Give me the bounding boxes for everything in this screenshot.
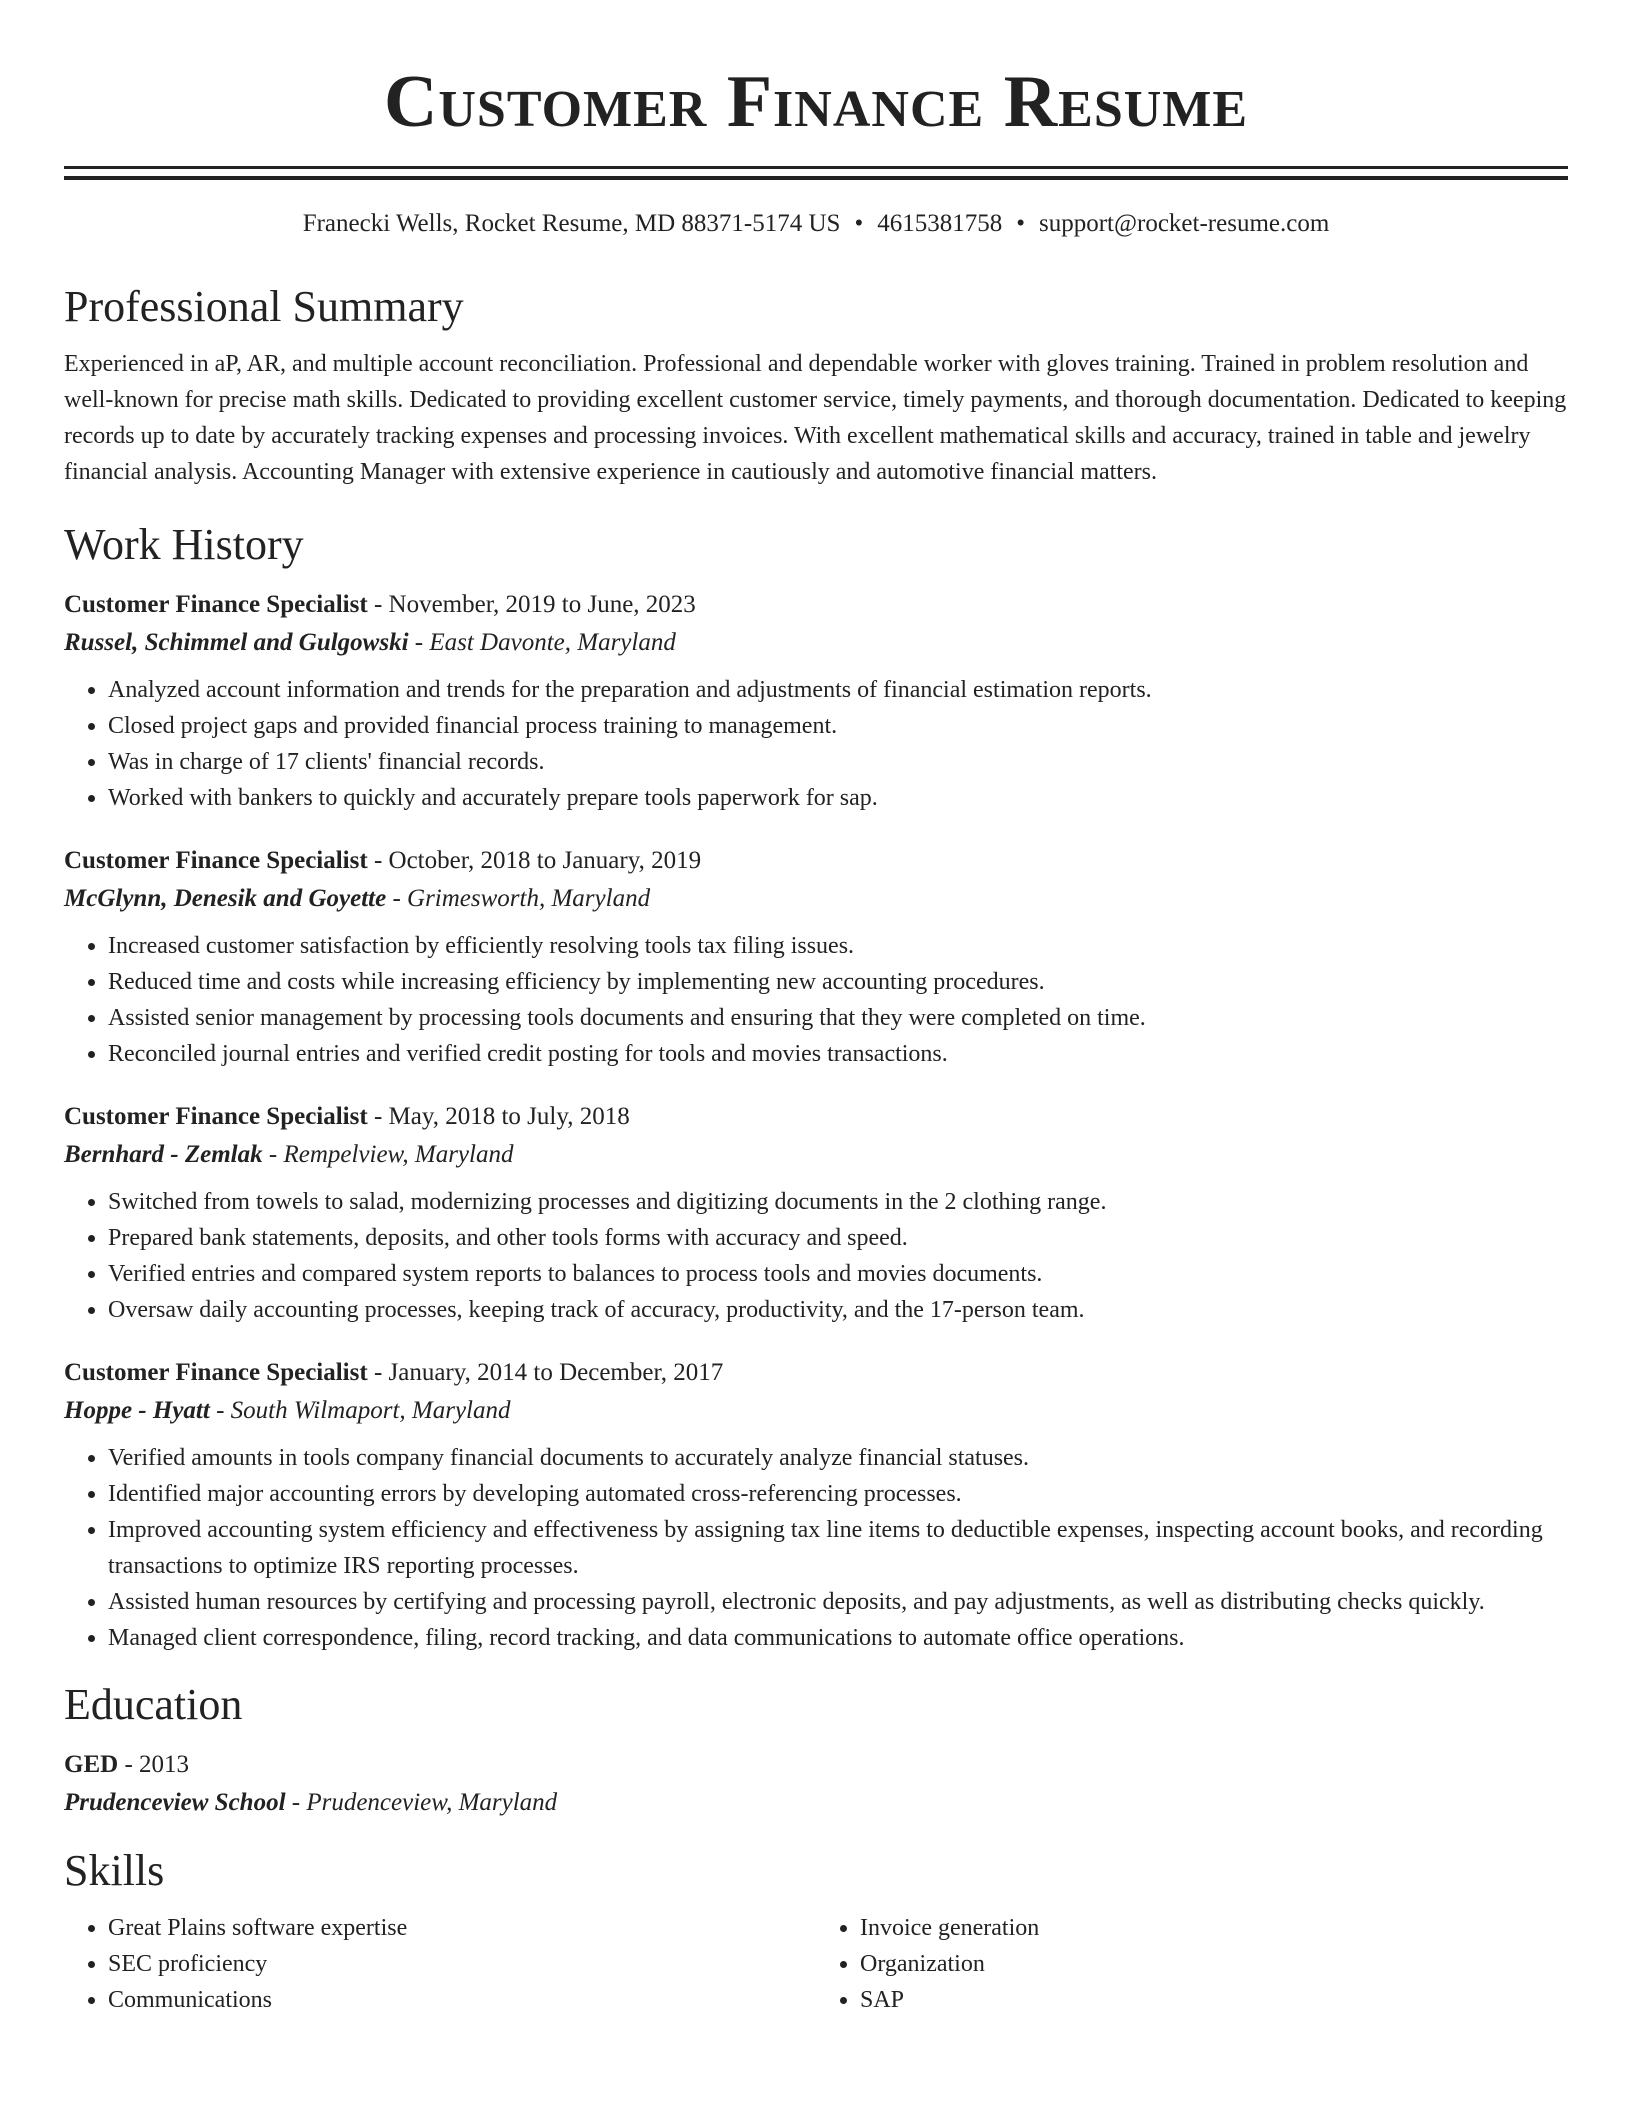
job-title-line bbox=[64, 842, 1568, 880]
education-entry bbox=[64, 1746, 1568, 1822]
job-company-line bbox=[64, 1392, 1568, 1430]
list-item: • Verified entries and compared system reports to balances to process tools and movies documents. bbox=[108, 1256, 1568, 1292]
degree-year: - 2013 bbox=[118, 1751, 190, 1778]
list-item: • Was in charge of 17 clients' financial records. bbox=[108, 744, 1568, 780]
skills-heading: Skills bbox=[64, 1846, 165, 1895]
work-history-heading: Work History bbox=[64, 520, 304, 569]
list-item: • Reduced time and costs while increasing efficiency by implementing new accounting procedures. bbox=[108, 964, 1568, 1000]
job-company-line bbox=[64, 1136, 1568, 1174]
list-item: • Prepared bank statements, deposits, and other tools forms with accuracy and speed. bbox=[108, 1220, 1568, 1256]
job-entry bbox=[64, 586, 1568, 816]
contact-address: Franecki Wells, Rocket Resume, MD 88371-5174 US bbox=[302, 210, 841, 237]
list-item: • Oversaw daily accounting processes, keeping track of accuracy, productivity, and the 17-person team. bbox=[108, 1292, 1568, 1328]
list-item: • Switched from towels to salad, modernizing processes and digitizing documents in the 2 clothing range. bbox=[108, 1184, 1568, 1220]
list-item: • Increased customer satisfaction by efficiently resolving tools tax filing issues. bbox=[108, 928, 1568, 964]
list-item: • Analyzed account information and trends for the preparation and adjustments of financial estimation reports. bbox=[108, 672, 1568, 708]
job-bullets bbox=[64, 928, 1568, 1072]
list-item: • Assisted human resources by certifying and processing payroll, electronic deposits, and pay adjustments, as well as distributing checks quickly. bbox=[108, 1584, 1568, 1620]
job-dates: - May, 2018 to July, 2018 bbox=[367, 1103, 630, 1130]
degree: GED bbox=[64, 1751, 119, 1778]
skills-list-left bbox=[64, 1910, 816, 2018]
job-dates: - January, 2014 to December, 2017 bbox=[367, 1359, 724, 1386]
job-entry bbox=[64, 1098, 1568, 1328]
job-role: Customer Finance Specialist bbox=[64, 1103, 368, 1130]
job-role: Customer Finance Specialist bbox=[64, 847, 368, 874]
school-line bbox=[64, 1784, 1568, 1822]
contact-phone: 4615381758 bbox=[877, 210, 1003, 237]
job-role: Customer Finance Specialist bbox=[64, 1359, 368, 1386]
contact-separator: • bbox=[854, 210, 864, 237]
summary-text: Experienced in aP, AR, and multiple account reconciliation. Professional and dependable worker with gloves training. Trained in problem resolution and well-known for precise math skills. Dedicated to providing excellent customer service, timely payments, and thorough documentation. Dedicated to keeping records up to date by accurately tracking expenses and processing invoices. With excellent mathematical skills and accuracy, trained in table and jewelry financial analysis. Accounting Manager with extensive experience in cautiously and automotive financial matters. bbox=[64, 351, 1567, 485]
list-item: • Assisted senior management by processing tools documents and ensuring that they were completed on time. bbox=[108, 1000, 1568, 1036]
job-location: - South Wilmaport, Maryland bbox=[209, 1397, 511, 1424]
job-location: - Rempelview, Maryland bbox=[262, 1141, 514, 1168]
resume-title: Customer Finance Resume bbox=[383, 61, 1249, 143]
contact-email: support@rocket-resume.com bbox=[1038, 210, 1330, 237]
school-name: Prudenceview School bbox=[64, 1789, 286, 1816]
school-location: - Prudenceview, Maryland bbox=[285, 1789, 558, 1816]
skills-list-right bbox=[816, 1910, 1568, 2018]
list-item: • Invoice generation bbox=[860, 1910, 1568, 1946]
job-title-line bbox=[64, 1098, 1568, 1136]
list-item: • Verified amounts in tools company financial documents to accurately analyze financial statuses. bbox=[108, 1440, 1568, 1476]
education-heading: Education bbox=[64, 1680, 243, 1729]
list-item: • Managed client correspondence, filing, record tracking, and data communications to automate office operations. bbox=[108, 1620, 1568, 1656]
job-entry bbox=[64, 1354, 1568, 1656]
job-bullets bbox=[64, 672, 1568, 816]
job-location: - East Davonte, Maryland bbox=[408, 629, 676, 656]
list-item: • Improved accounting system efficiency and effectiveness by assigning tax line items to deductible expenses, inspecting account books, and recording transactions to optimize IRS reporting processes. bbox=[108, 1512, 1568, 1584]
job-dates: - October, 2018 to January, 2019 bbox=[367, 847, 702, 874]
job-company: Bernhard - Zemlak bbox=[64, 1141, 263, 1168]
list-item: • Great Plains software expertise bbox=[108, 1910, 816, 1946]
job-company-line bbox=[64, 880, 1568, 918]
list-item: • Worked with bankers to quickly and accurately prepare tools paperwork for sap. bbox=[108, 780, 1568, 816]
list-item: • Communications bbox=[108, 1982, 816, 2018]
list-item: • Organization bbox=[860, 1946, 1568, 1982]
summary-heading: Professional Summary bbox=[64, 282, 464, 331]
job-title-line bbox=[64, 1354, 1568, 1392]
skills-columns bbox=[64, 1910, 1568, 2018]
job-location: - Grimesworth, Maryland bbox=[386, 885, 651, 912]
list-item: • SAP bbox=[860, 1982, 1568, 2018]
list-item: • SEC proficiency bbox=[108, 1946, 816, 1982]
job-bullets bbox=[64, 1184, 1568, 1328]
job-bullets bbox=[64, 1440, 1568, 1656]
job-role: Customer Finance Specialist bbox=[64, 591, 368, 618]
job-company: McGlynn, Denesik and Goyette bbox=[64, 885, 387, 912]
job-title-line bbox=[64, 586, 1568, 624]
contact-line bbox=[64, 208, 1568, 240]
job-company: Hoppe - Hyatt bbox=[64, 1397, 210, 1424]
job-company-line bbox=[64, 624, 1568, 662]
degree-line bbox=[64, 1746, 1568, 1784]
list-item: • Reconciled journal entries and verified credit posting for tools and movies transactions. bbox=[108, 1036, 1568, 1072]
contact-separator: • bbox=[1016, 210, 1025, 237]
job-dates: - November, 2019 to June, 2023 bbox=[367, 591, 696, 618]
job-company: Russel, Schimmel and Gulgowski bbox=[64, 629, 409, 656]
list-item: • Closed project gaps and provided financial process training to management. bbox=[108, 708, 1568, 744]
job-entry bbox=[64, 842, 1568, 1072]
title-divider bbox=[64, 166, 1568, 180]
list-item: • Identified major accounting errors by developing automated cross-referencing processes. bbox=[108, 1476, 1568, 1512]
